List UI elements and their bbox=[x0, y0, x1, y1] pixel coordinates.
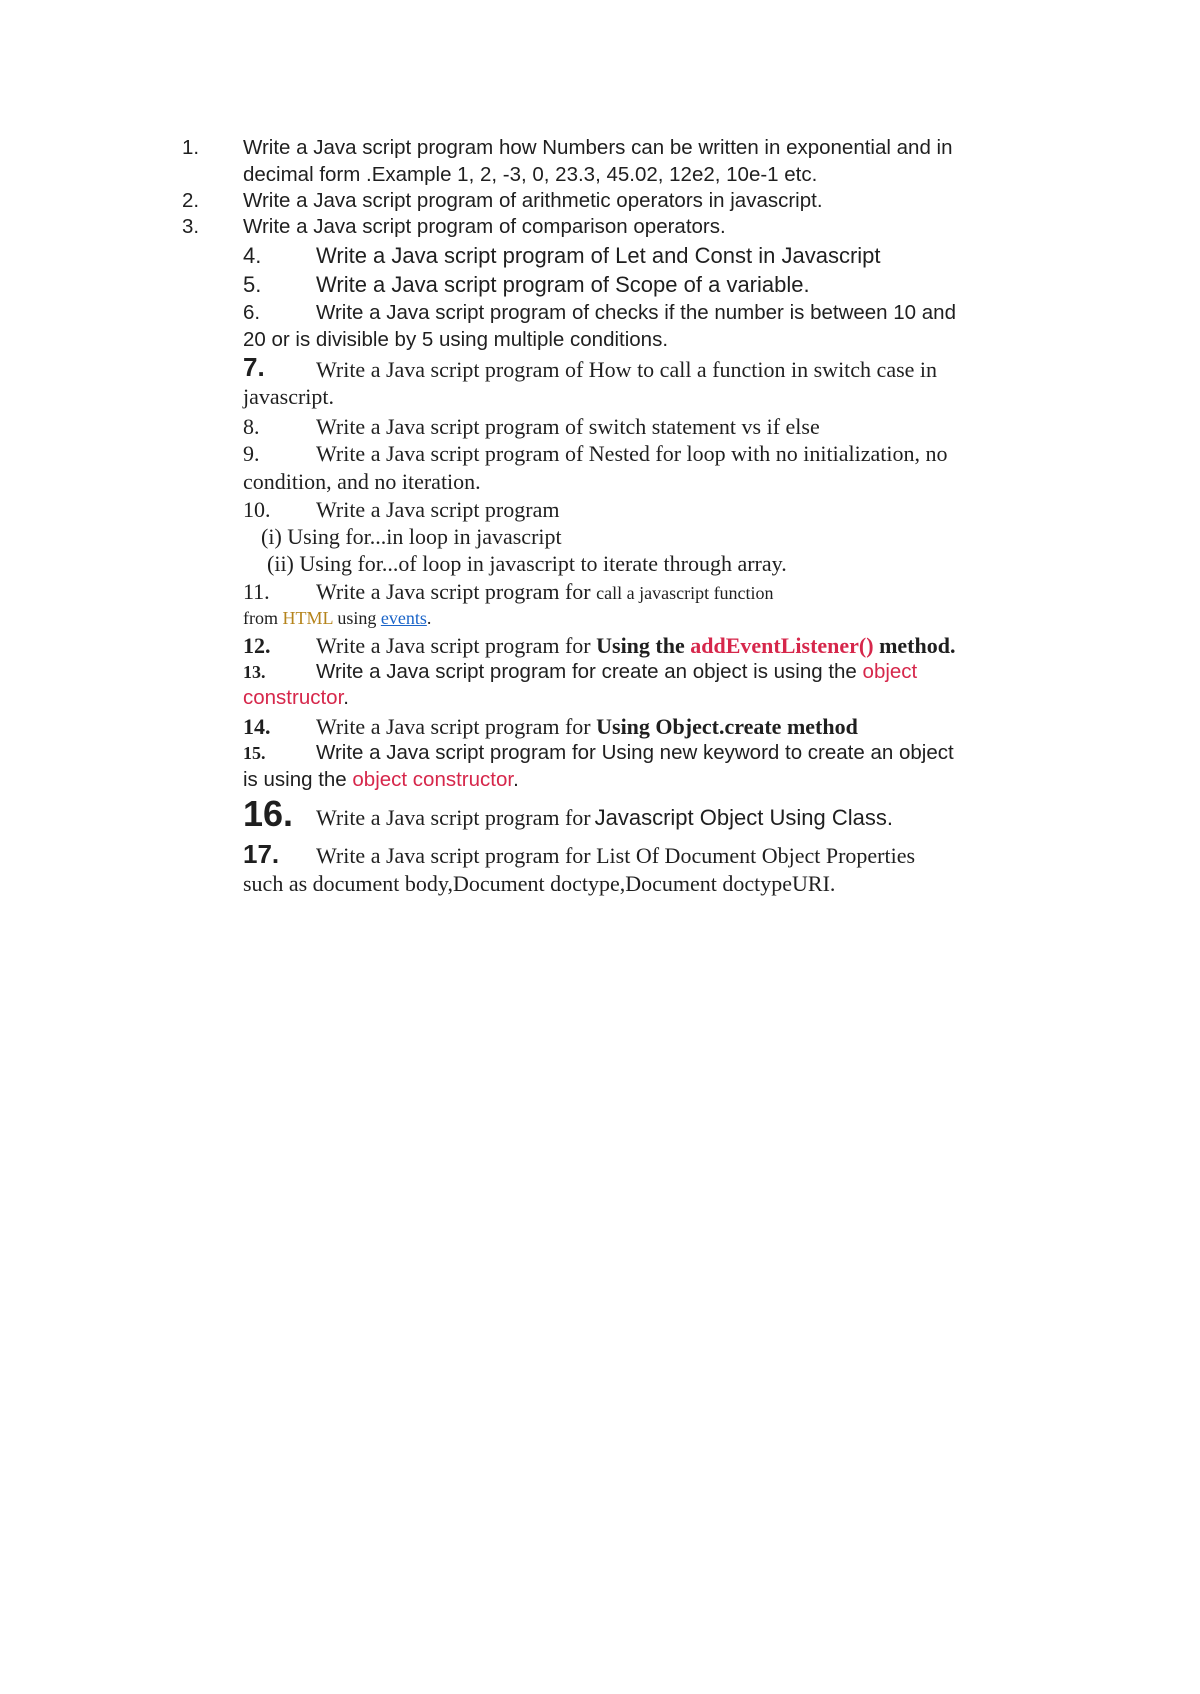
item-14-text: Write a Java script program for bbox=[316, 714, 591, 739]
item-17-line-1: Write a Java script program for List Of Document Object Properties bbox=[316, 843, 916, 868]
item-7-line-2: javascript. bbox=[243, 384, 335, 409]
item-3-line-1: Write a Java script program of comparison operators. bbox=[243, 215, 726, 238]
item-13-line-1 bbox=[316, 660, 917, 684]
item-11-tail: call a javascript function bbox=[596, 583, 774, 603]
item-14-bold: Using Object.create method bbox=[596, 714, 858, 739]
item-10-sub-ii: (ii) Using for...of loop in javascript to iterate through array. bbox=[267, 551, 787, 576]
item-1-number: 1. bbox=[182, 136, 200, 159]
item-11-events-link[interactable]: events bbox=[380, 608, 427, 628]
item-2-number: 2. bbox=[182, 189, 200, 212]
item-1-line-2: decimal form .Example 1, 2, -3, 0, 23.3, 45.02, 12e2, 10e-1 etc. bbox=[243, 163, 818, 186]
item-11-from: from bbox=[243, 608, 278, 628]
item-11-line-2 bbox=[243, 608, 431, 629]
item-1-line-1: Write a Java script program how Numbers can be written in exponential and in bbox=[243, 136, 953, 159]
item-10-line-1: Write a Java script program bbox=[316, 497, 560, 522]
item-6-number: 6. bbox=[243, 301, 261, 324]
item-10-sub-i: (i) Using for...in loop in javascript bbox=[261, 524, 562, 549]
item-13-object: object bbox=[862, 660, 918, 683]
item-5-line-1: Write a Java script program of Scope of a variable. bbox=[316, 272, 810, 297]
item-15-object-constructor: object constructor bbox=[352, 768, 514, 791]
item-5-number: 5. bbox=[243, 272, 262, 297]
item-13-line-2 bbox=[243, 686, 349, 710]
item-13-constructor: constructor bbox=[243, 686, 344, 709]
item-4-number: 4. bbox=[243, 243, 262, 268]
item-15-line-1: Write a Java script program for Using new keyword to create an object bbox=[316, 741, 954, 764]
item-15-line-2 bbox=[243, 768, 519, 792]
item-3-number: 3. bbox=[182, 215, 200, 238]
item-11-using: using bbox=[337, 608, 377, 628]
item-11-number: 11. bbox=[243, 579, 270, 604]
item-14-number: 14. bbox=[243, 714, 271, 739]
item-14-line-1 bbox=[316, 714, 858, 740]
item-16-text: Write a Java script program for bbox=[316, 805, 591, 830]
item-10-number: 10. bbox=[243, 497, 271, 522]
item-12-bold-b: method. bbox=[879, 633, 956, 658]
item-9-number: 9. bbox=[243, 441, 260, 466]
item-8-line-1: Write a Java script program of switch statement vs if else bbox=[316, 414, 820, 439]
item-9-line-1: Write a Java script program of Nested for loop with no initialization, no bbox=[316, 441, 948, 466]
item-12-method-name: addEventListener() bbox=[690, 633, 874, 658]
item-4-line-1: Write a Java script program of Let and Const in Javascript bbox=[316, 243, 881, 268]
item-8-number: 8. bbox=[243, 414, 260, 439]
item-12-text: Write a Java script program for bbox=[316, 633, 591, 658]
item-16-number: 16. bbox=[243, 793, 294, 834]
item-7-line-1: Write a Java script program of How to call a function in switch case in bbox=[316, 357, 938, 382]
item-15-number: 15. bbox=[243, 743, 266, 763]
item-6-line-1: Write a Java script program of checks if the number is between 10 and bbox=[316, 301, 956, 324]
item-6-line-2: 20 or is divisible by 5 using multiple conditions. bbox=[243, 328, 669, 351]
item-13-period: . bbox=[343, 686, 349, 709]
item-13-text: Write a Java script program for create an object is using the bbox=[316, 660, 857, 683]
item-17-number: 17. bbox=[243, 839, 280, 869]
item-11-line-1 bbox=[316, 579, 774, 605]
item-11-html: HTML bbox=[282, 608, 333, 628]
item-13-number: 13. bbox=[243, 662, 266, 682]
item-15-is-using-the: is using the bbox=[243, 768, 347, 791]
item-12-bold-a: Using the bbox=[596, 633, 685, 658]
item-17-line-2: such as document body,Document doctype,Document doctypeURI. bbox=[243, 871, 836, 896]
item-16-tail: Javascript Object Using Class. bbox=[594, 805, 893, 830]
item-15-period: . bbox=[513, 768, 519, 791]
item-12-line-1 bbox=[316, 633, 955, 659]
item-9-line-2: condition, and no iteration. bbox=[243, 469, 481, 494]
item-12-number: 12. bbox=[243, 633, 271, 658]
item-2-line-1: Write a Java script program of arithmetic operators in javascript. bbox=[243, 189, 823, 212]
item-11-text: Write a Java script program for bbox=[316, 579, 591, 604]
item-11-period: . bbox=[426, 608, 432, 628]
item-16-line-1 bbox=[316, 805, 893, 831]
item-7-number: 7. bbox=[243, 352, 265, 382]
